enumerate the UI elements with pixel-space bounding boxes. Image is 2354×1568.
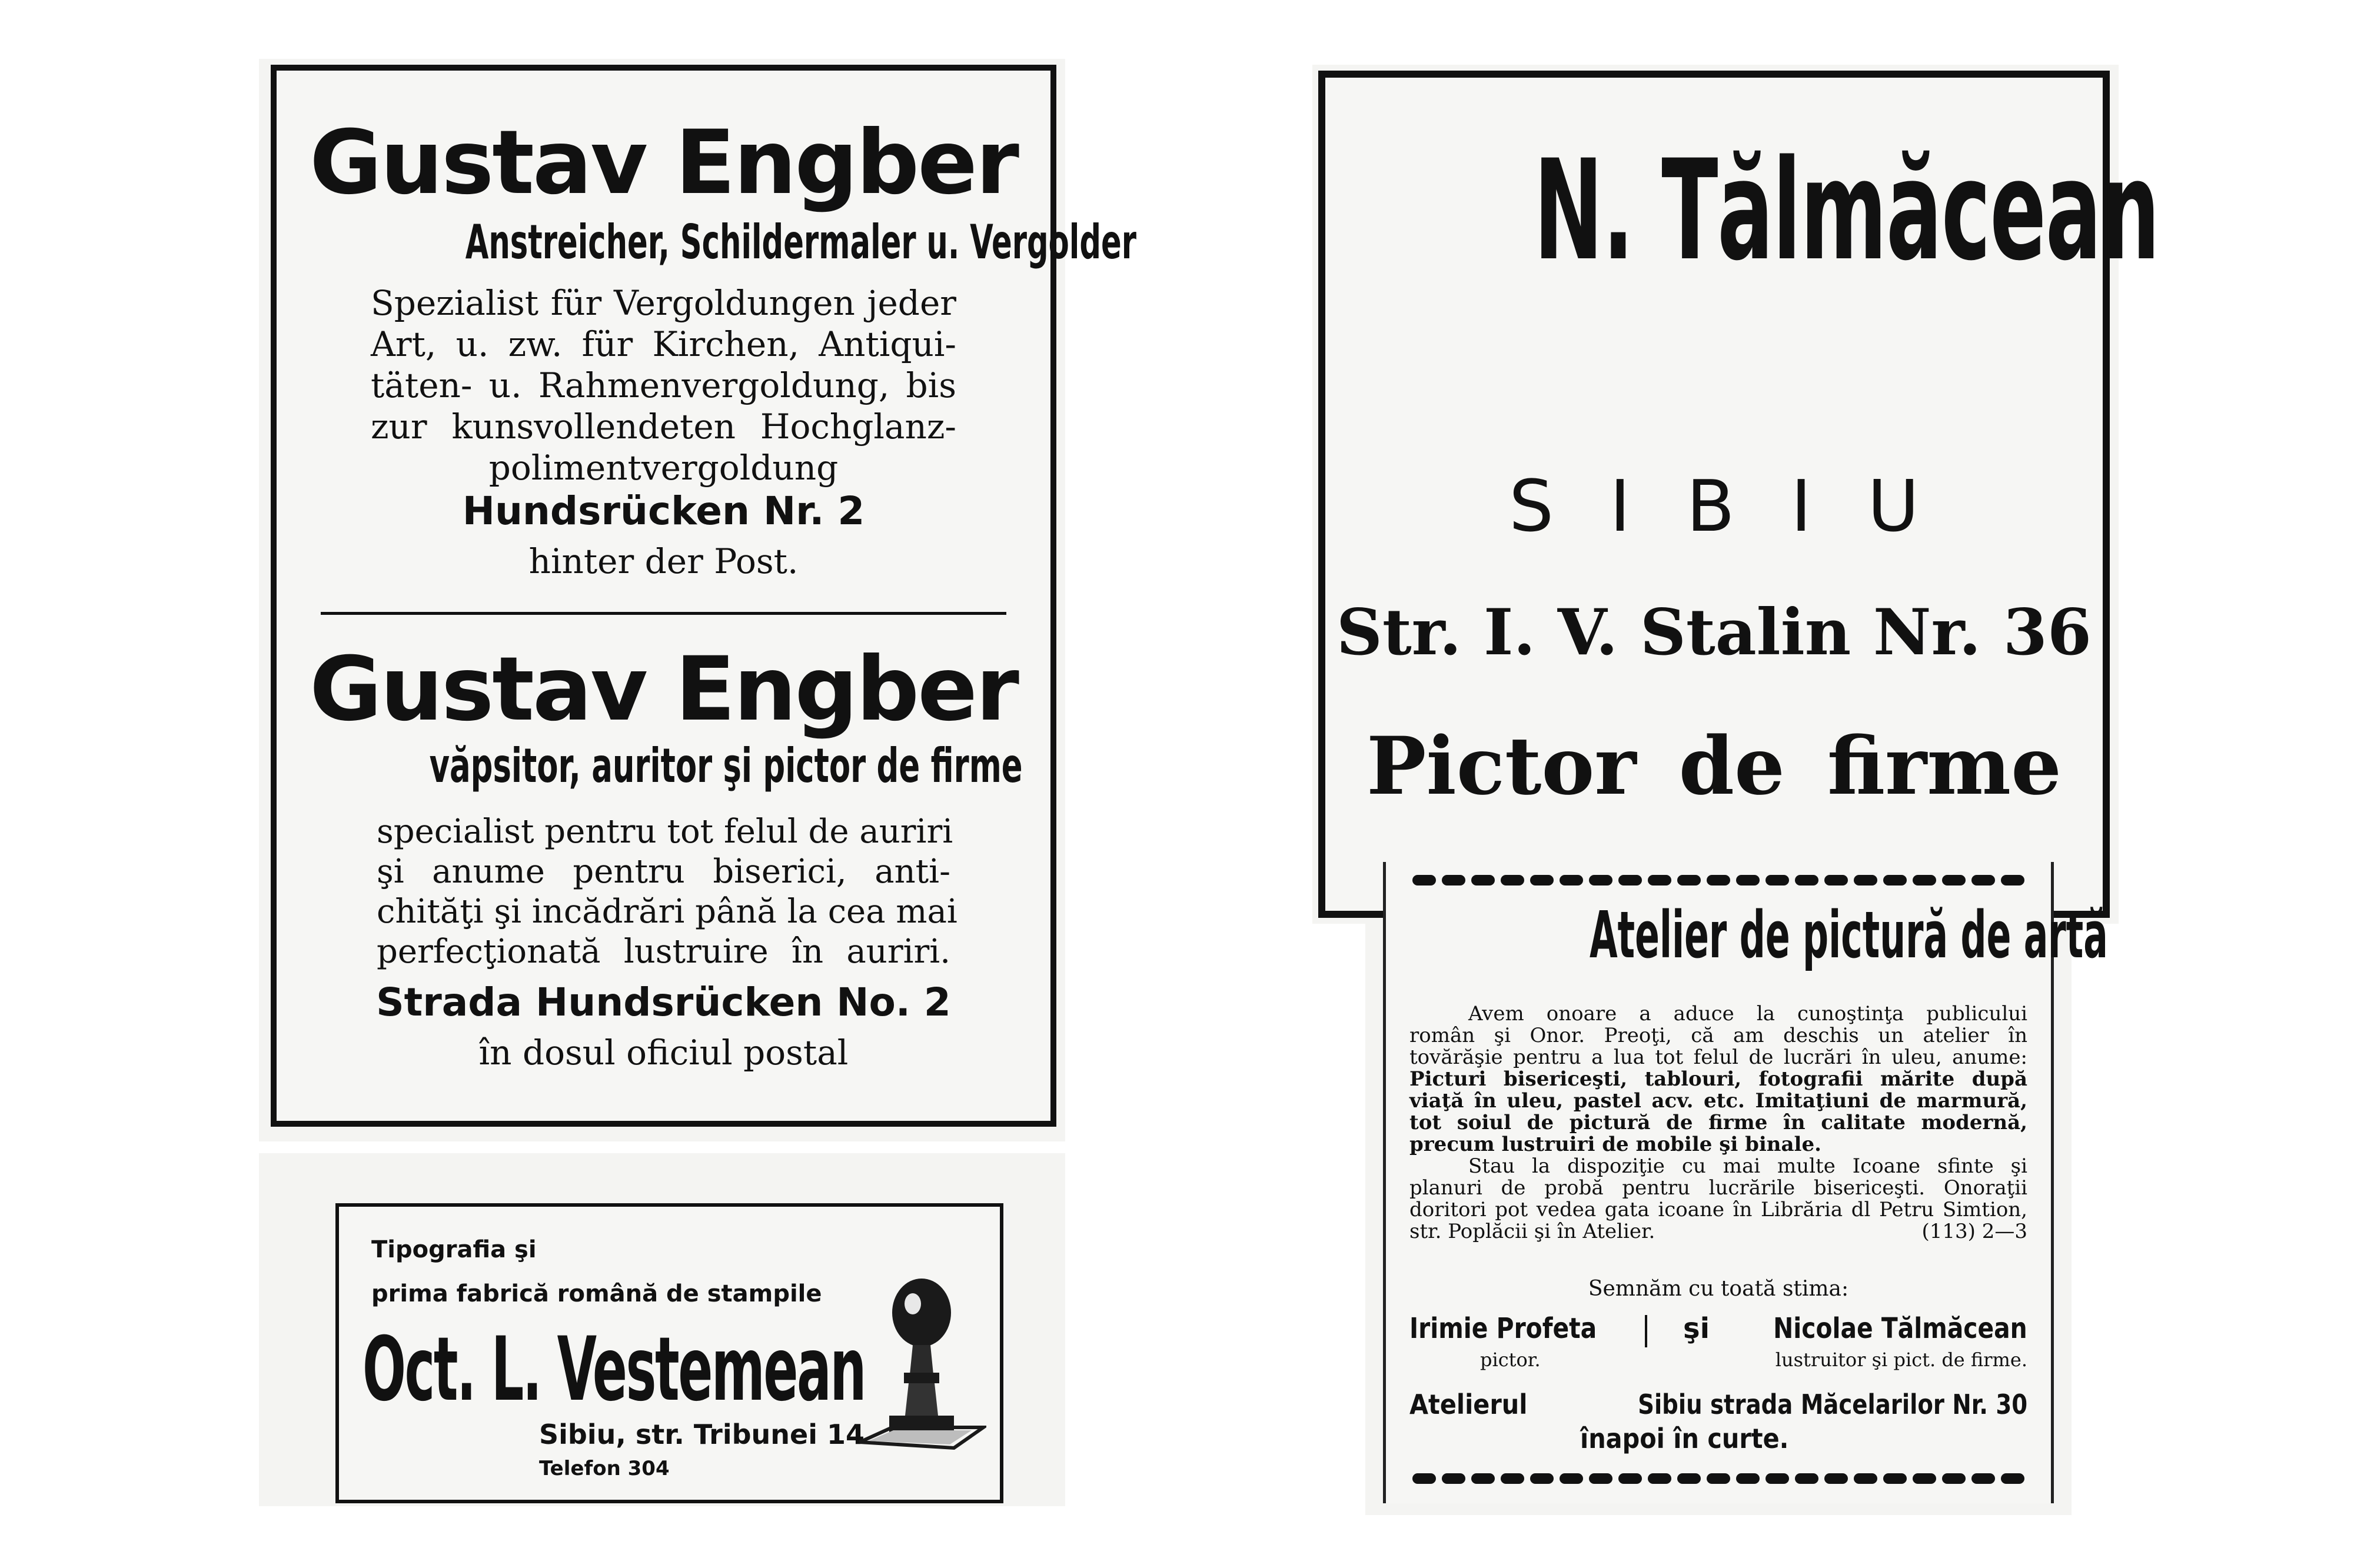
atelier-sig1-name: Irimie Profeta — [1409, 1312, 1597, 1345]
atelier-body-line: tot soiul de pictură de firme în calitate modernă, — [1409, 1111, 2027, 1134]
atelier-body-line: str. Poplăcii şi în Atelier. — [1409, 1220, 1655, 1243]
engber-ro-body-line: perfecţionată lustruire în auriri. — [377, 933, 950, 971]
atelier-workshop-address: Sibiu strada Măcelarilor Nr. 30 — [1637, 1389, 2027, 1420]
engber-de-body-line: täten- u. Rahmenvergoldung, bis — [371, 365, 956, 405]
engber-ro-body-line: chităţi şi incădrări până la cea mai — [377, 893, 957, 931]
engber-ro-title: Gustav Engber — [310, 638, 1018, 741]
atelier-sig-divider — [1645, 1315, 1647, 1347]
atelier-body-line: Avem onoare a aduce la cunoştinţa publicului — [1468, 1002, 2027, 1026]
atelier-workshop — [1409, 1389, 2027, 1453]
vestemean-line2: prima fabrică română de stampile — [371, 1280, 822, 1307]
atelier-title: Atelier de pictură de artă — [1590, 897, 2108, 973]
atelier-and: şi — [1683, 1312, 1710, 1345]
engber-divider — [321, 612, 1006, 615]
engber-de-body — [371, 282, 956, 488]
engber-de-title: Gustav Engber — [310, 112, 1018, 214]
atelier-workshop-label: Atelierul — [1409, 1389, 1528, 1420]
atelier-ref: (113) 2—3 — [1921, 1220, 2027, 1243]
atelier-body-line: Stau la dispoziţie cu mai multe Icoane sfinte şi — [1468, 1154, 2027, 1178]
vestemean-line1: Tipografia şi — [371, 1236, 537, 1263]
engber-de-body-line: polimentvergoldung — [488, 448, 839, 488]
atelier-body-line: român şi Onor. Preoţi, că am deschis un atelier în — [1409, 1024, 2027, 1047]
atelier-body-line: tovărăşie pentru a lua tot felul de lucrări în uleu, anume: — [1409, 1046, 2027, 1069]
vestemean-address: Sibiu, str. Tribunei 14 — [539, 1419, 865, 1450]
engber-de-body-line: zur kunsvollendeten Hochglanz- — [371, 407, 956, 447]
atelier-body-line: precum lustruiri de mobile şi binale. — [1409, 1133, 1821, 1156]
engber-ro-body-line: specialist pentru tot felul de auriri — [377, 813, 953, 851]
atelier-sig1-role: pictor. — [1480, 1349, 1541, 1371]
talmacean-name: N. Tălmăcean — [1534, 131, 2159, 291]
engber-de-subtitle: Anstreicher, Schildermaler u. Vergolder — [465, 215, 1136, 269]
vestemean-phone: Telefon 304 — [539, 1457, 670, 1480]
engber-ro-body — [377, 812, 957, 972]
atelier-top-border — [1412, 873, 2024, 888]
atelier-sig2-role: lustruitor şi pict. de firme. — [1775, 1349, 2027, 1371]
talmacean-trade: Pictor de firme — [1366, 719, 2062, 813]
atelier-workshop-note: înapoi în curte. — [1580, 1423, 1789, 1454]
talmacean-address: Str. I. V. Stalin Nr. 36 — [1336, 595, 2092, 670]
atelier-bottom-border — [1412, 1471, 2024, 1486]
engber-ro-body-line: şi anume pentru biserici, anti- — [377, 853, 950, 891]
atelier-closing: Semnăm cu toată stima: — [1588, 1277, 1849, 1301]
vestemean-advertisement — [335, 1203, 1003, 1503]
talmacean-advertisement — [1318, 71, 2159, 918]
atelier-body — [1409, 1003, 2027, 1243]
atelier-body-line: viaţă în uleu, pastel acv. etc. Imitaţiuni de marmură, — [1409, 1089, 2027, 1113]
rubber-stamp-icon — [857, 1271, 986, 1460]
vestemean-name: Oct. L. Vestemean — [363, 1319, 866, 1421]
engber-ro-subtitle: văpsitor, auritor şi pictor de firme — [429, 738, 1023, 793]
engber-de-body-line: Art, u. zw. für Kirchen, Antiqui- — [371, 324, 956, 364]
talmacean-city: SIBIU — [1508, 466, 1976, 548]
engber-de-address-note: hinter der Post. — [528, 541, 799, 581]
engber-ro-address: Strada Hundsrücken No. 2 — [376, 980, 951, 1025]
atelier-sig2-name: Nicolae Tălmăcean — [1773, 1312, 2027, 1345]
atelier-signatures — [1409, 1312, 2027, 1377]
atelier-advertisement — [1383, 862, 2108, 1503]
engber-de-body-line: Spezialist für Vergoldungen jeder — [371, 283, 956, 323]
engber-ro-address-note: în dosul oficiul postal — [478, 1033, 849, 1073]
atelier-body-line: Picturi bisericeşti, tablouri, fotografii mărite după — [1409, 1067, 2027, 1091]
engber-de-address: Hundsrücken Nr. 2 — [462, 488, 865, 534]
atelier-body-line: planuri de probă pentru lucrările bisericeşti. Onoraţii — [1409, 1176, 2027, 1200]
engber-advertisement — [271, 65, 1136, 1127]
atelier-body-line: doritori pot vedea gata icoane în Librăria dl Petru Simtion, — [1409, 1198, 2027, 1221]
